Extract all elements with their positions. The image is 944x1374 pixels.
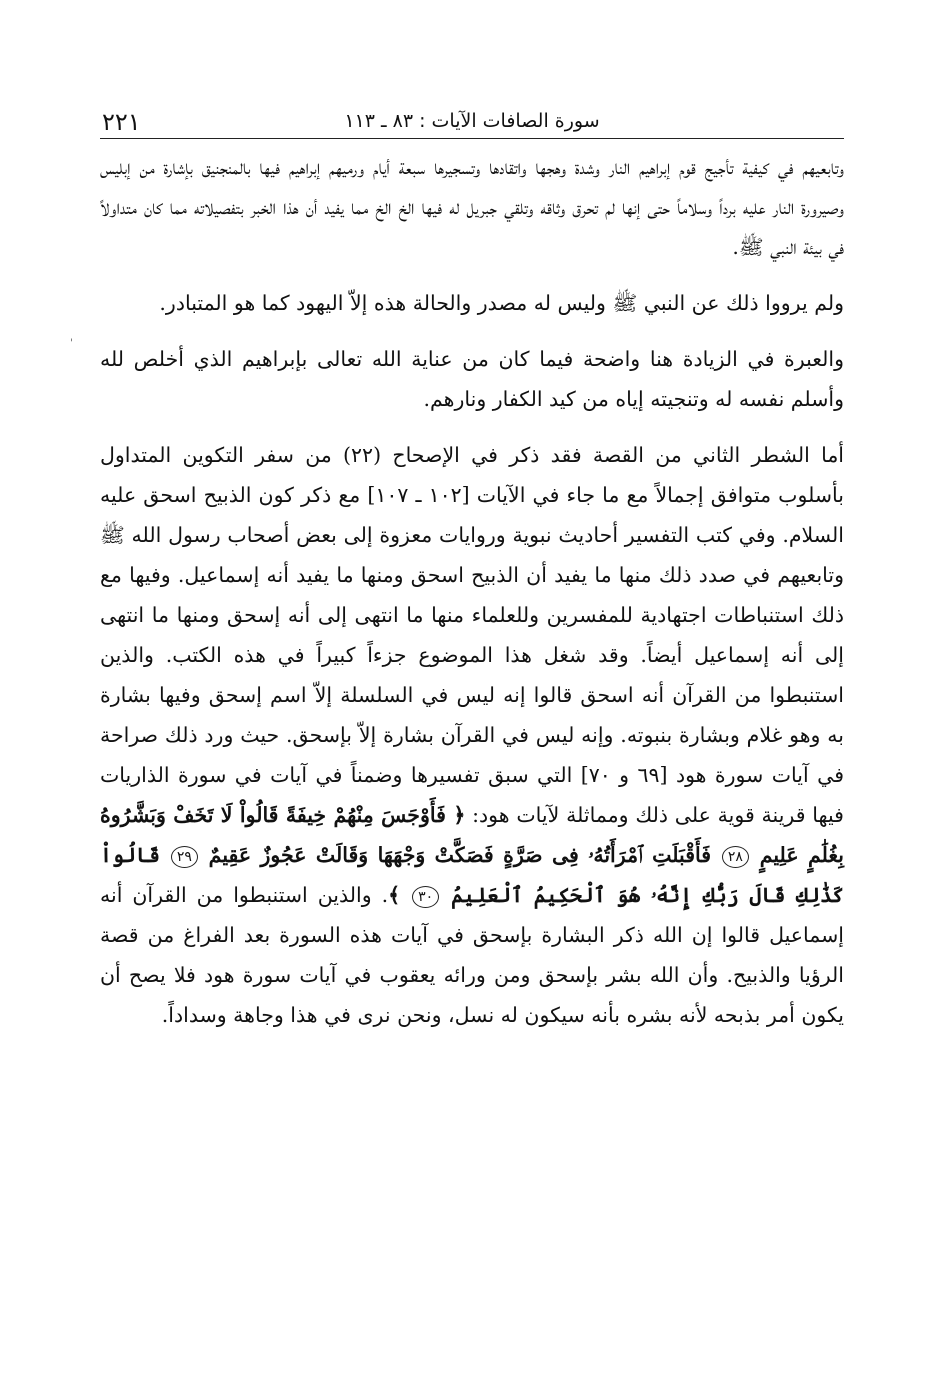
ayah-number-29: ٢٩ — [171, 846, 198, 868]
body-text — [100, 147, 844, 1035]
paragraph-4-intro: أما الشطر الثاني من القصة فقد ذكر في الإصحاح (٢٢) من سفر التكوين المتداول بأسلوب متوافق إجمالاً مع ما جاء في الآيات [١٠٢ ـ ١٠٧] مع ذكر كون الذبيح اسحق عليه السلام. وفي كتب التفسير أحاديث نبوية وروايات معزوة إلى بعض أصحاب رسول الله ﷺ وتابعيهم في صدد ذلك منها ما يفيد أن الذبيح اسحق ومنها ما يفيد أنه إسماعيل. وفيها مع ذلك استنباطات اجتهادية للمفسرين وللعلماء منها ما انتهى إلى أنه إسحق ومنها ما انتهى إلى أنه إسماعيل أيضاً. وقد شغل هذا الموضوع جزءاً كبيراً في هذه الكتب. والذين استنبطوا من القرآن أنه اسحق قالوا إنه ليس في السلسلة إلاّ اسم إسحق وفيها بشارة به وهو غلام وبشارة بنبوته. وإنه ليس في القرآن بشارة إلاّ بإسحق. حيث ورد ذلك صراحة في آيات سورة هود [٦٩ و ٧٠] التي سبق تفسيرها وضمناً في آيات في سورة الذاريات فيها قرينة قوية على ذلك ومماثلة لآيات هود: — [100, 443, 845, 827]
page-header — [100, 100, 844, 139]
quran-verse-28: ﴿ فَأَوْجَسَ مِنْهُمْ خِيفَةً قَالُواْ لَا تَخَفْ وَبَشَّرُوهُ بِغُلَٰمٍ عَلِيمٍ — [100, 803, 844, 867]
paragraph-4 — [100, 435, 844, 1035]
paragraph-4-outro: . والذين استنبطوا من القرآن أنه إسماعيل قالوا إن الله ذكر البشارة بإسحق في آيات هذه السورة بعد الفراغ من قصة الرؤيا والذبيح. وأن الله بشر بإسحق ومن ورائه يعقوب في آيات سورة هود فلا يصح أن يكون أمر بذبحه لأنه بشره بأنه سيكون له نسل، ونحن نرى في هذا وجاهة وسداداً. — [100, 883, 844, 1027]
margin-mark: ' — [70, 338, 73, 349]
ayah-number-28: ٢٨ — [722, 846, 749, 868]
quran-verse-29: فَأَقْبَلَتِ ٱمْرَأَتُهُۥ فِى صَرَّةٍ فَصَكَّتْ وَجْهَهَا وَقَالَتْ عَجُوزٌ عَقِيمٌ — [208, 843, 712, 867]
quran-verse-30: قَالُواْ كَذَٰلِكِ قَالَ رَبُّكِ إِنَّهُۥ هُوَ ٱلْحَكِيمُ ٱلْعَلِيمُ — [100, 843, 844, 907]
book-page — [100, 100, 844, 1260]
running-head: سورة الصافات الآيات : ٨٣ ـ ١١٣ — [344, 110, 600, 132]
paragraph-3: والعبرة في الزيادة هنا واضحة فيما كان من عناية الله تعالى بإبراهيم الذي أخلص لله وأسلم نفسه له وتنجيته إياه من كيد الكفار ونارهم. — [100, 347, 844, 411]
ayah-number-30: ٣٠ — [412, 886, 439, 908]
paragraph-1: وتابعيهم في كيفية تأجيج قوم إبراهيم النار وشدة وهجها واتقادها وتسجيرها سبعة أيام ورميهم إبراهيم فيها بالمنجنيق بإشارة من إبليس وصيرورة النار عليه برداً وسلاماً حتى إنها لم تحرق وثاقه وتلقي جبريل له فيها الخ الخ مما يفيد أن هذا الخبر بتفصيلاته مما كان متداولاً في بيئة النبي ﷺ. — [100, 155, 844, 259]
page-number: ٢٢١ — [102, 108, 141, 136]
paragraph-2: ولم يرووا ذلك عن النبي ﷺ وليس له مصدر والحالة هذه إلاّ اليهود كما هو المتبادر. — [159, 291, 844, 315]
quran-close-bracket: ﴾ — [388, 883, 401, 907]
